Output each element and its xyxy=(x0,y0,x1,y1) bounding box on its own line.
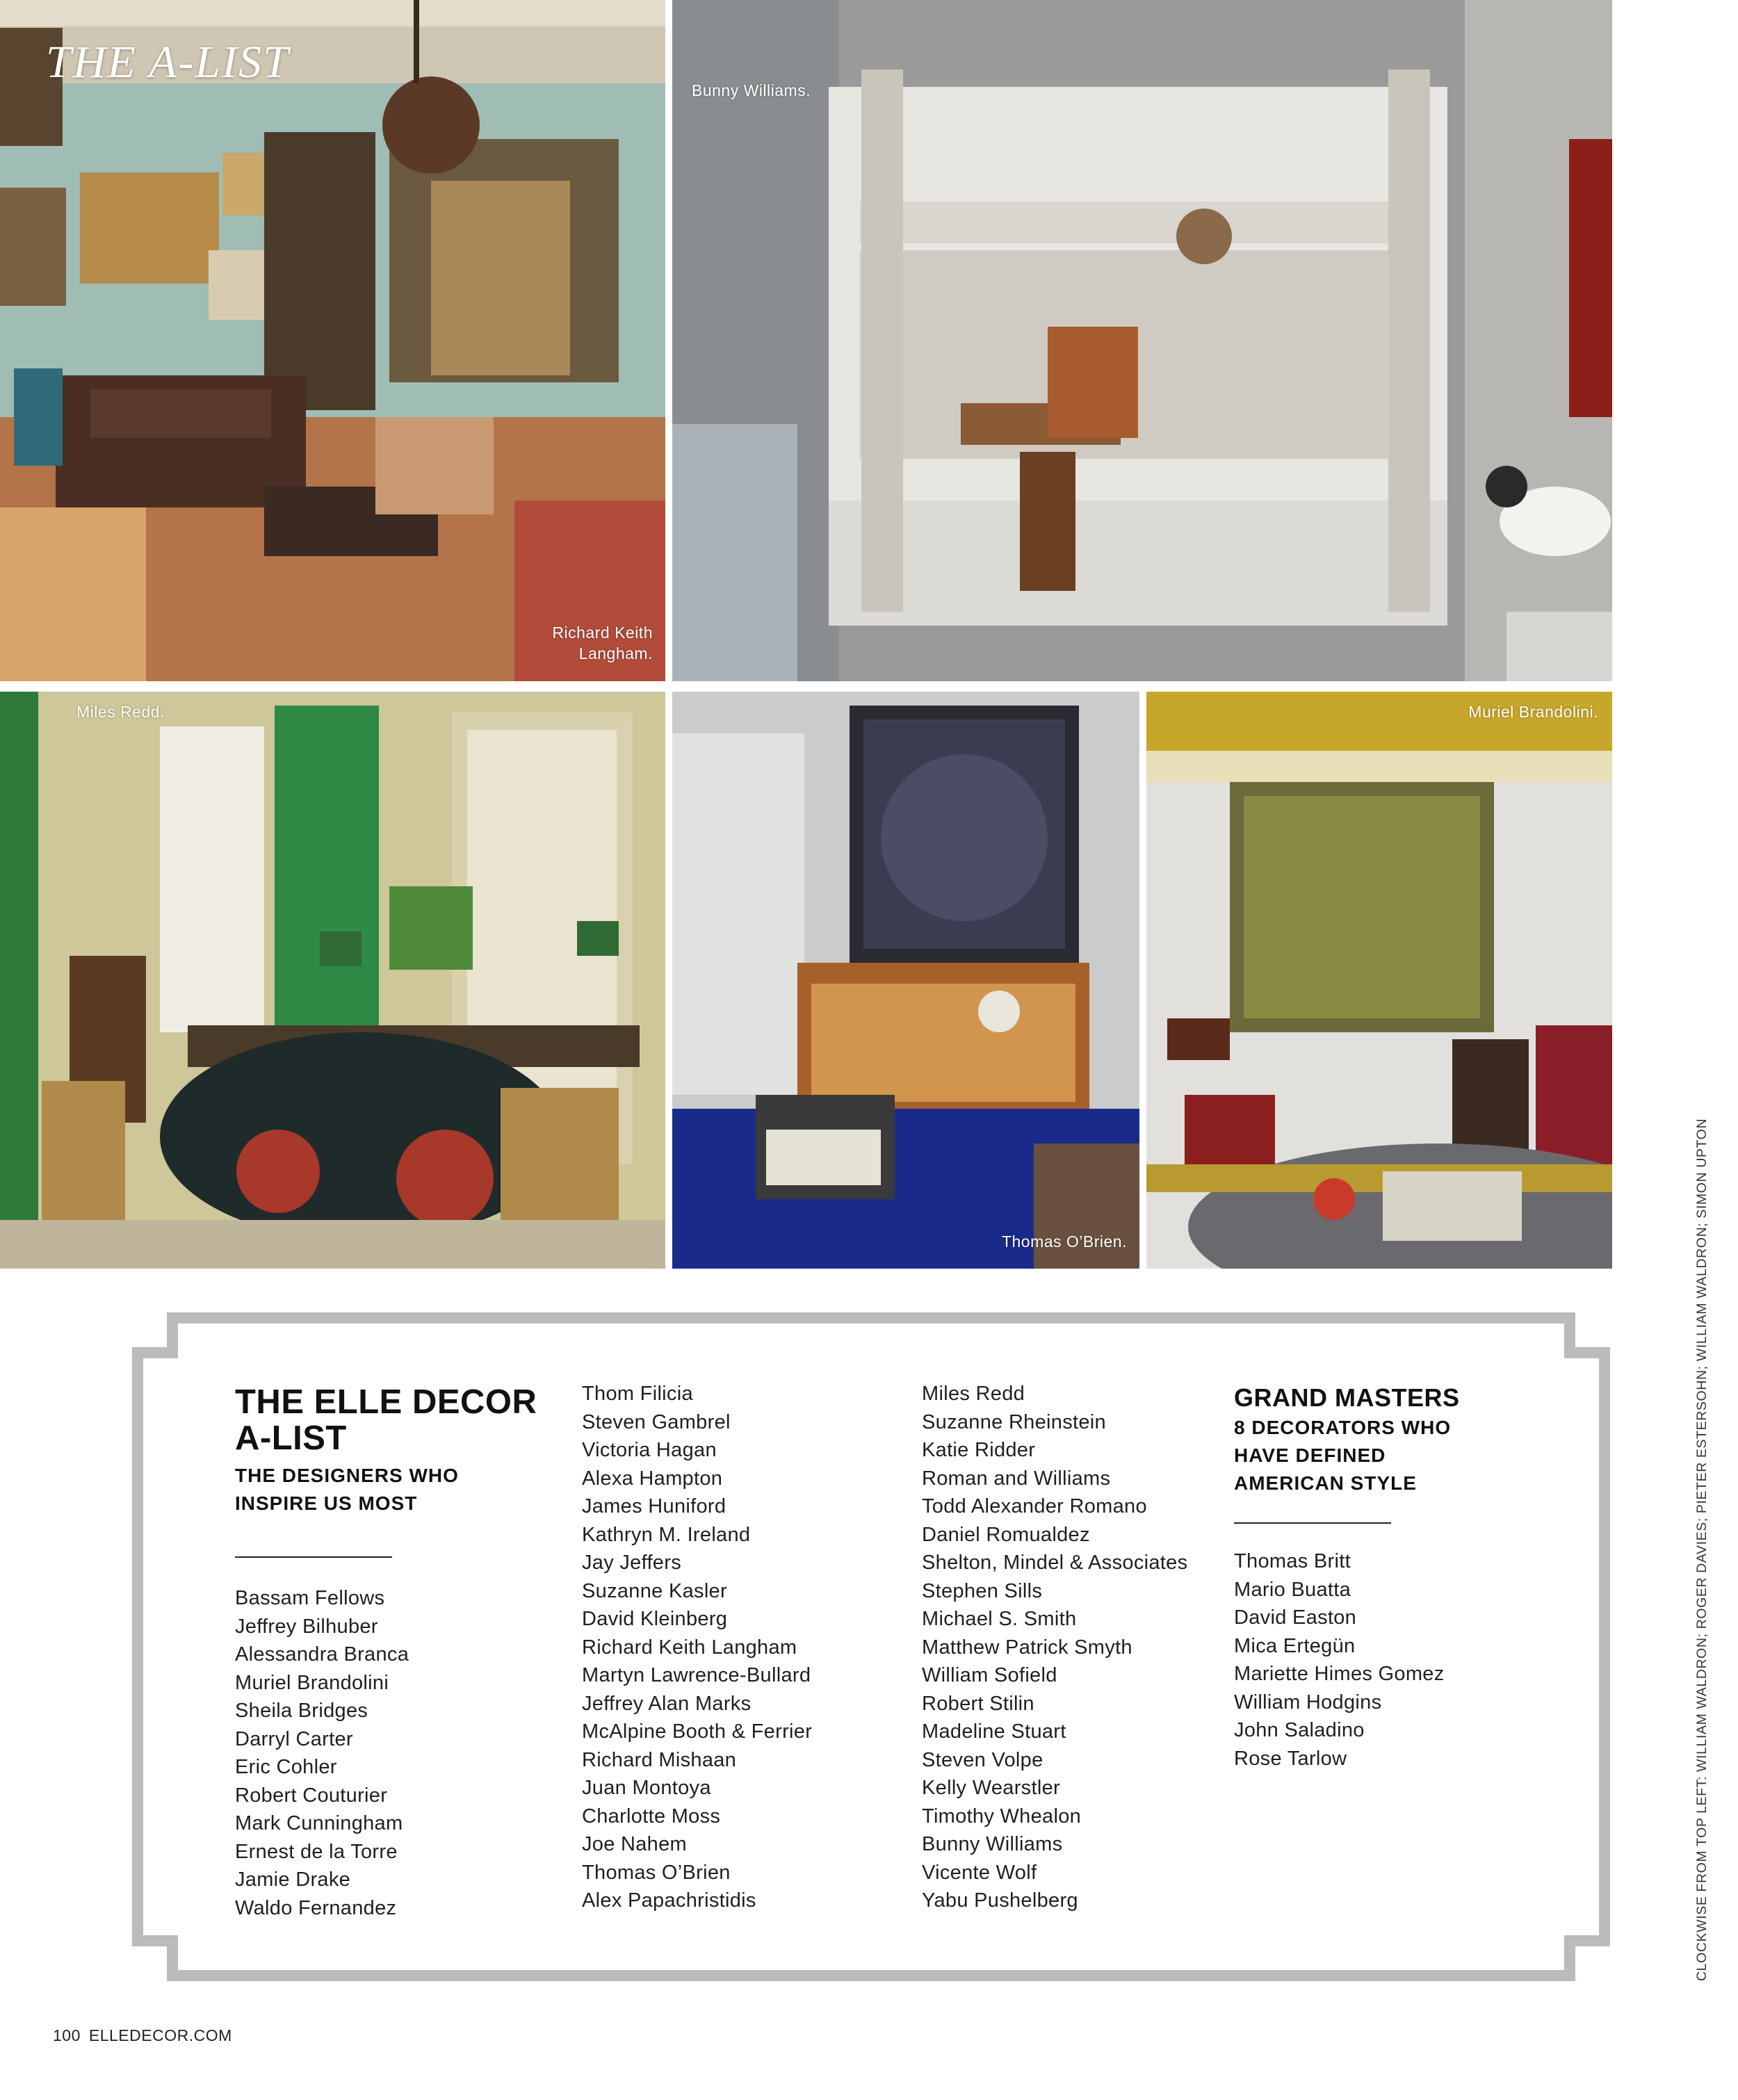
list-item: Kathryn M. Ireland xyxy=(582,1523,751,1546)
photo-obrien-art xyxy=(672,692,1139,1269)
photo-credits: CLOCKWISE FROM TOP LEFT: WILLIAM WALDRON; ROGER DAVIES; PIETER ESTERSOHN; WILLIAM WALDRON; SIMON UPTON xyxy=(1694,1118,1709,1981)
page-footer xyxy=(53,2026,241,2045)
list-item: Jamie Drake xyxy=(235,1869,351,1891)
caption-langham xyxy=(552,622,653,664)
list-item: David Easton xyxy=(1234,1606,1357,1629)
list-item: Mario Buatta xyxy=(1234,1578,1351,1601)
photo-redd-dining-room xyxy=(0,692,665,1269)
list-item: Suzanne Rheinstein xyxy=(922,1410,1106,1433)
caption-langham-line1: Richard Keith xyxy=(552,624,653,642)
list-item: McAlpine Booth & Ferrier xyxy=(582,1720,813,1743)
list-item: Thomas Britt xyxy=(1234,1550,1351,1572)
caption-langham-line2: Langham. xyxy=(578,644,653,662)
list-item: Bassam Fellows xyxy=(235,1587,385,1609)
list-item: Daniel Romualdez xyxy=(922,1523,1090,1546)
list-item: Miles Redd xyxy=(922,1383,1025,1405)
caption-redd: Miles Redd. xyxy=(76,703,165,721)
list-item: Mica Ertegün xyxy=(1234,1634,1356,1657)
a-list-frame xyxy=(132,1312,1610,1981)
list-item: Muriel Brandolini xyxy=(235,1671,389,1694)
list-item: Michael S. Smith xyxy=(922,1608,1077,1630)
list-item: Robert Stilin xyxy=(922,1692,1034,1715)
list-item: Kelly Wearstler xyxy=(922,1777,1060,1799)
list-item: Stephen Sills xyxy=(922,1579,1043,1602)
grand-masters-divider xyxy=(1234,1522,1391,1524)
list-item: Shelton, Mindel & Associates xyxy=(922,1552,1188,1574)
list-item: Sheila Bridges xyxy=(235,1700,368,1722)
list-col3-names xyxy=(922,1380,1187,1915)
list-item: Juan Montoya xyxy=(582,1777,711,1799)
list-item: Eric Cohler xyxy=(235,1756,337,1778)
grand-masters-title: GRAND MASTERS xyxy=(1234,1383,1460,1412)
grand-masters-subtitle xyxy=(1234,1414,1460,1497)
photo-langham-living-room xyxy=(0,0,665,681)
list-divider xyxy=(235,1556,392,1558)
photo-brandolini-living-room xyxy=(1146,692,1612,1269)
list-item: Jeffrey Bilhuber xyxy=(235,1615,378,1638)
list-item: Charlotte Moss xyxy=(582,1805,721,1828)
list-item: Ernest de la Torre xyxy=(235,1840,398,1863)
list-item: Jay Jeffers xyxy=(582,1552,681,1574)
list-item: John Saladino xyxy=(1234,1719,1365,1741)
photo-williams-art xyxy=(672,0,1612,681)
list-column-1 xyxy=(235,1384,537,1922)
list-item: Rose Tarlow xyxy=(1234,1747,1347,1770)
photo-brandolini-art xyxy=(1146,692,1612,1269)
list-item: Darryl Carter xyxy=(235,1727,353,1750)
list-col2-names xyxy=(582,1380,812,1915)
list-item: Jeffrey Alan Marks xyxy=(582,1692,752,1715)
list-item: Matthew Patrick Smyth xyxy=(922,1636,1132,1659)
footer-site: ELLEDECOR.COM xyxy=(88,2026,232,2044)
grand-masters-names xyxy=(1234,1547,1460,1773)
grand-masters-subtitle-line1: 8 DECORATORS WHO xyxy=(1234,1417,1452,1438)
list-item: Suzanne Kasler xyxy=(582,1579,727,1602)
list-item: Mariette Himes Gomez xyxy=(1234,1663,1445,1685)
list-item: Bunny Williams xyxy=(922,1833,1063,1855)
list-item: Richard Keith Langham xyxy=(582,1636,797,1659)
list-title-line1: THE ELLE DECOR xyxy=(235,1383,537,1421)
section-kicker: THE A-LIST xyxy=(46,37,290,88)
list-item: Madeline Stuart xyxy=(922,1720,1066,1743)
list-item: William Hodgins xyxy=(1234,1691,1382,1714)
list-item: James Huniford xyxy=(582,1495,726,1517)
list-item: William Sofield xyxy=(922,1664,1057,1686)
list-item: Steven Volpe xyxy=(922,1748,1043,1771)
caption-obrien: Thomas O’Brien. xyxy=(1001,1232,1127,1251)
page-number: 100 xyxy=(53,2026,81,2044)
list-item: Roman and Williams xyxy=(922,1467,1111,1490)
photo-williams-study xyxy=(672,0,1612,681)
photo-redd-art xyxy=(0,692,665,1269)
list-item: Martyn Lawrence-Bullard xyxy=(582,1664,811,1686)
list-item: Yabu Pushelberg xyxy=(922,1889,1078,1912)
grand-masters-subtitle-line3: AMERICAN STYLE xyxy=(1234,1472,1417,1494)
list-item: Mark Cunningham xyxy=(235,1812,403,1834)
list-item: Alessandra Branca xyxy=(235,1643,409,1666)
grand-masters-subtitle-line2: HAVE DEFINED xyxy=(1234,1444,1386,1466)
list-item: Waldo Fernandez xyxy=(235,1896,397,1919)
list-item: Timothy Whealon xyxy=(922,1805,1082,1828)
photo-langham-art xyxy=(0,0,665,681)
list-item: Thom Filicia xyxy=(582,1383,693,1405)
list-item: Robert Couturier xyxy=(235,1784,388,1807)
list-item: Vicente Wolf xyxy=(922,1861,1037,1884)
list-item: David Kleinberg xyxy=(582,1608,728,1630)
list-item: Victoria Hagan xyxy=(582,1439,717,1461)
photo-obrien-office xyxy=(672,692,1139,1269)
list-item: Alexa Hampton xyxy=(582,1467,723,1490)
caption-brandolini: Muriel Brandolini. xyxy=(1468,703,1598,721)
grand-masters-column xyxy=(1234,1382,1460,1773)
list-column-3 xyxy=(922,1380,1187,1915)
list-item: Joe Nahem xyxy=(582,1833,687,1855)
list-item: Richard Mishaan xyxy=(582,1748,737,1771)
list-title-line2: A-LIST xyxy=(235,1419,347,1457)
list-column-2 xyxy=(582,1380,812,1915)
list-item: Todd Alexander Romano xyxy=(922,1495,1147,1517)
list-title xyxy=(235,1384,537,1456)
list-item: Katie Ridder xyxy=(922,1439,1036,1461)
list-subtitle-line1: THE DESIGNERS WHO xyxy=(235,1465,459,1486)
caption-williams: Bunny Williams. xyxy=(692,81,811,99)
list-subtitle xyxy=(235,1462,537,1517)
list-item: Alex Papachristidis xyxy=(582,1889,756,1912)
list-col1-names xyxy=(235,1584,537,1922)
list-item: Thomas O’Brien xyxy=(582,1861,731,1884)
list-item: Steven Gambrel xyxy=(582,1410,731,1433)
list-subtitle-line2: INSPIRE US MOST xyxy=(235,1492,418,1514)
